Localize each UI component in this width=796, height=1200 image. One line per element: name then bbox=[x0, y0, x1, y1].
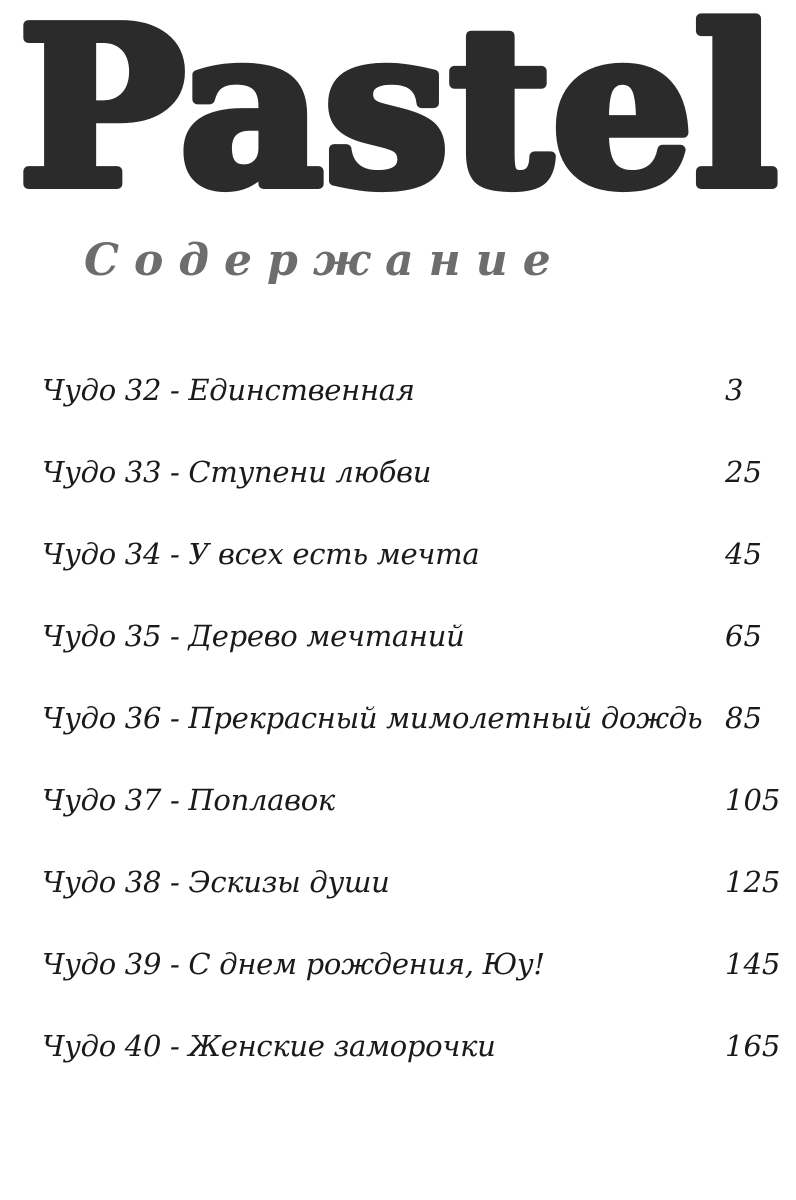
page-number: 65 bbox=[725, 619, 762, 653]
chapter-title: Чудо 38 - Эскизы души bbox=[42, 865, 390, 899]
chapter-title: Чудо 37 - Поплавок bbox=[42, 783, 335, 817]
toc-entry bbox=[42, 350, 777, 432]
logo-text: Pastel bbox=[18, 6, 778, 216]
chapter-title: Чудо 40 - Женские заморочки bbox=[42, 1029, 496, 1063]
page-title: Содержание bbox=[84, 235, 566, 286]
page-number: 165 bbox=[725, 1029, 781, 1063]
page-number: 145 bbox=[725, 947, 781, 981]
toc-entry bbox=[42, 760, 781, 842]
toc-entry bbox=[42, 432, 777, 514]
chapter-title: Чудо 32 - Единственная bbox=[42, 373, 415, 407]
toc-entry bbox=[42, 1006, 781, 1088]
toc-entry bbox=[42, 596, 777, 678]
page-number: 85 bbox=[725, 701, 762, 735]
table-of-contents bbox=[42, 350, 781, 1088]
page-number: 25 bbox=[725, 455, 762, 489]
page-number: 125 bbox=[725, 865, 781, 899]
chapter-title: Чудо 39 - С днем рождения, Юу! bbox=[42, 947, 545, 981]
chapter-title: Чудо 36 - Прекрасный мимолетный дождь bbox=[42, 701, 703, 735]
logo bbox=[10, 6, 786, 216]
toc-entry bbox=[42, 678, 777, 760]
page-number: 3 bbox=[725, 373, 744, 407]
page-number: 105 bbox=[725, 783, 781, 817]
page-number: 45 bbox=[725, 537, 762, 571]
toc-entry bbox=[42, 514, 777, 596]
chapter-title: Чудо 34 - У всех есть мечта bbox=[42, 537, 480, 571]
toc-entry bbox=[42, 842, 781, 924]
chapter-title: Чудо 33 - Ступени любви bbox=[42, 455, 432, 489]
toc-entry bbox=[42, 924, 781, 1006]
chapter-title: Чудо 35 - Дерево мечтаний bbox=[42, 619, 465, 653]
